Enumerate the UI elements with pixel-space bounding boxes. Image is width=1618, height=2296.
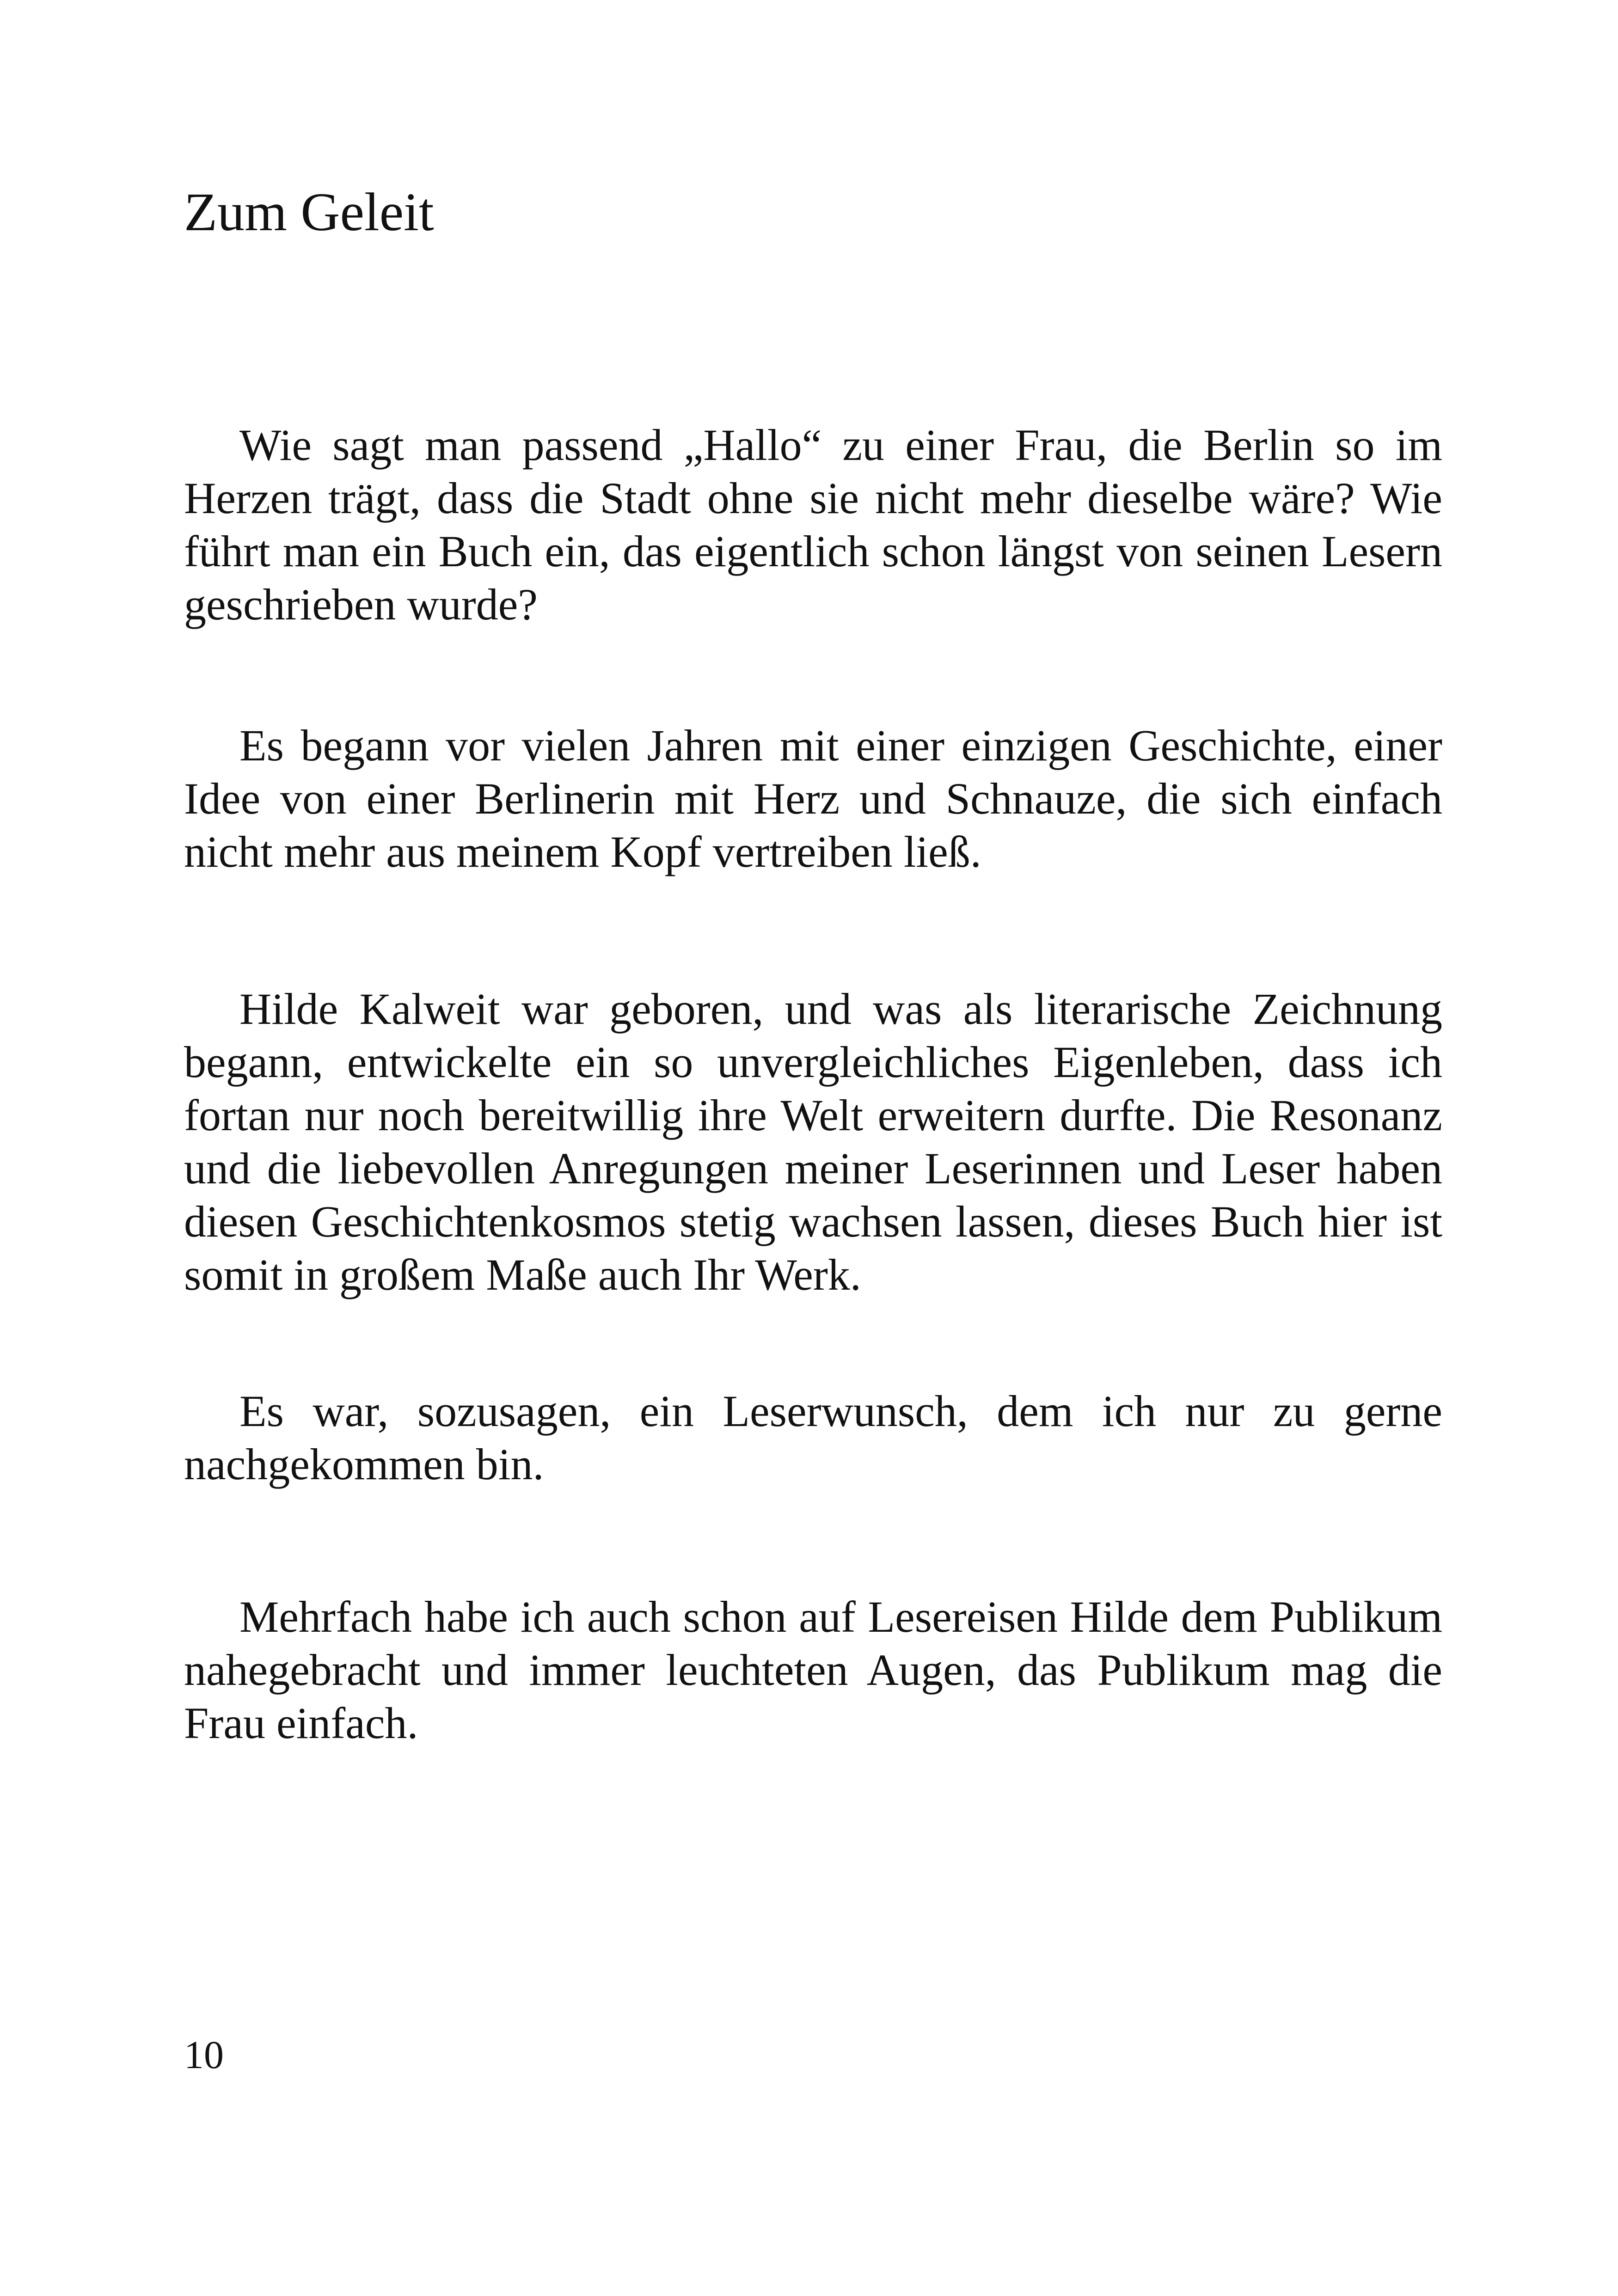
paragraph-3: Hilde Kalweit war geboren, und was als literarische Zeichnung begann, entwickelte ein so unvergleichliches Eigenleben, dass ich fortan nur noch bereitwillig ihre Welt erweitern durfte. Die Resonanz und die liebevollen Anregungen meiner Leserinnen und Leser haben diesen Geschichtenkosmos stetig wachsen lassen, dieses Buch hier ist somit in großem Maße auch Ihr Werk. <box>184 984 1442 1299</box>
chapter-heading: Zum Geleit <box>184 182 434 242</box>
paragraph-1: Wie sagt man passend „Hallo“ zu einer Frau, die Berlin so im Herzen trägt, dass die Stadt ohne sie nicht mehr dieselbe wäre? Wie führt man ein Buch ein, das eigentlich schon längst von seinen Lesern geschrieben wurde? <box>184 420 1442 629</box>
paragraph-2: Es begann vor vielen Jahren mit einer einzigen Geschichte, einer Idee von einer Berlinerin mit Herz und Schnauze, die sich einfach nicht mehr aus meinem Kopf vertreiben ließ. <box>184 721 1442 876</box>
paragraph-5: Mehrfach habe ich auch schon auf Lesereisen Hilde dem Publikum nahegebracht und immer leuchteten Augen, das Publikum mag die Frau einfach. <box>184 1592 1442 1748</box>
paragraph-4: Es war, sozusagen, ein Leserwunsch, dem ich nur zu gerne nachgekommen bin. <box>184 1386 1442 1489</box>
page-number: 10 <box>184 2033 224 2077</box>
